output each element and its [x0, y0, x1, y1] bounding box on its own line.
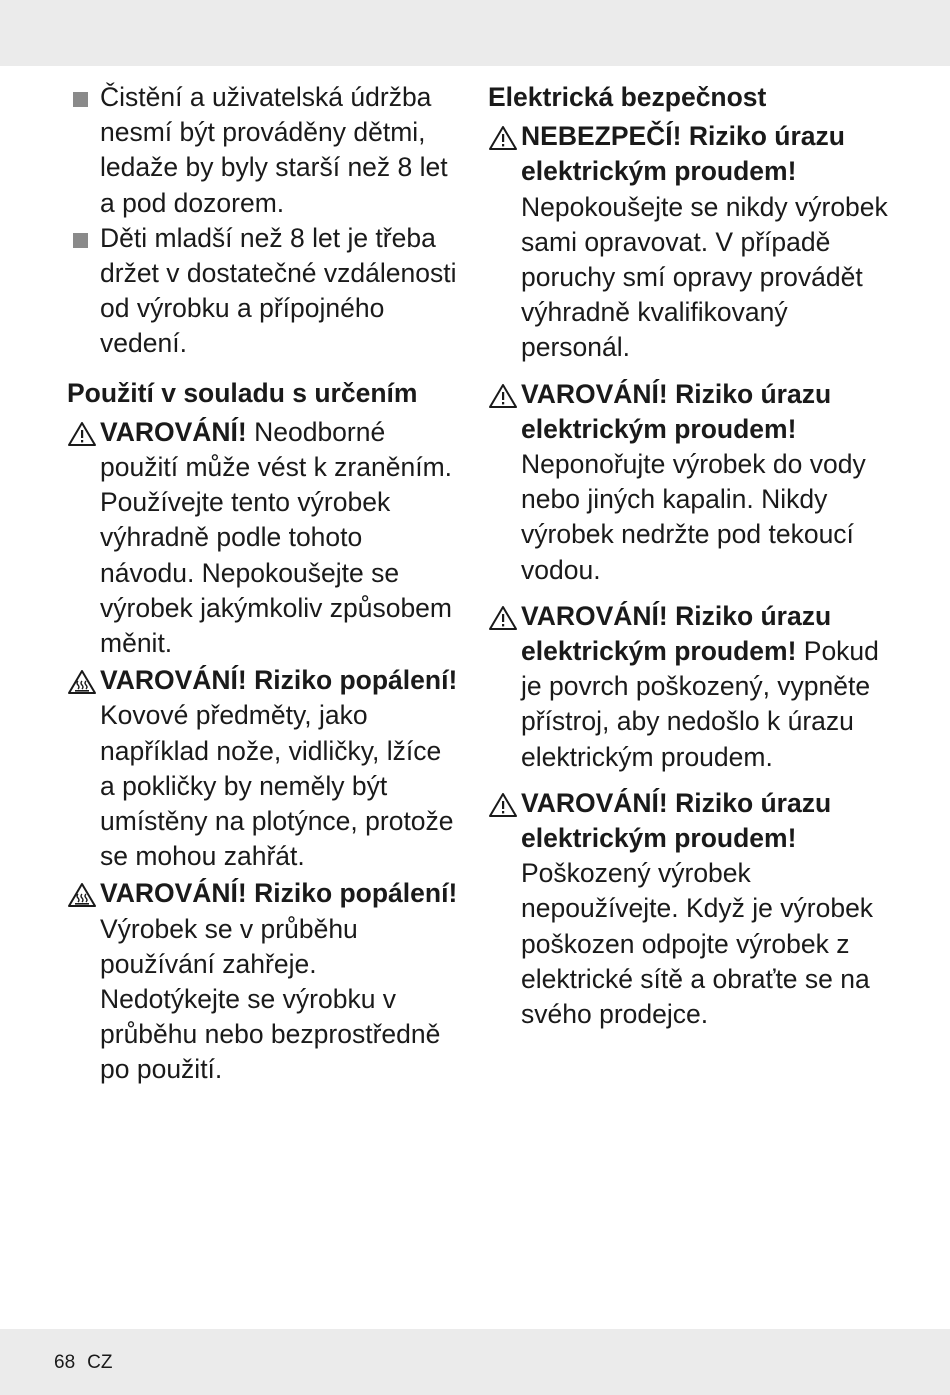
warning-text: Kovové předměty, jako například nože, vidličky, lžíce a pokličky by neměly být umístěny na plotýnce, protože se mohou zahřát. — [100, 700, 454, 872]
page-footer — [54, 1352, 112, 1374]
warning-text: Poškozený výrobek nepoužívejte. Když je výrobek poškozen odpojte výrobek z elektrické sítě a obraťte se na svého prodejce. — [521, 858, 874, 1030]
square-bullet-icon — [73, 92, 88, 107]
square-bullet-icon — [73, 233, 88, 248]
hot-surface-icon — [67, 669, 97, 695]
warning-text: Nepokoušejte se nikdy výrobek sami opravovat. V případě poruchy smí opravy provádět výhradně kvalifikovaný personál. — [521, 191, 888, 363]
footer-band — [0, 1329, 950, 1395]
warning-triangle-icon — [67, 421, 97, 447]
bullet-item — [67, 80, 462, 221]
warning-triangle-icon — [488, 792, 518, 818]
warning-label: NEBEZPEČÍ! Riziko úrazu elektrickým proudem! — [521, 121, 845, 187]
warning-item — [488, 119, 898, 365]
warning-item — [67, 663, 462, 874]
header-band — [0, 0, 950, 66]
warning-triangle-icon — [488, 125, 518, 151]
page-number: 68 — [54, 1352, 76, 1373]
warning-item — [488, 786, 898, 1032]
warning-text: Neodborné použití může vést k zraněním. Používejte tento výrobek výhradně podle tohoto návodu. Nepokoušejte se výrobek jakýmkoliv způsobem měnit. — [100, 416, 453, 659]
warning-text: Výrobek se v průběhu používání zahřeje. Nedotýkejte se výrobku v průběhu nebo bezprostředně po použití. — [100, 913, 441, 1085]
right-column — [488, 80, 898, 1032]
section-heading: Elektrická bezpečnost — [488, 82, 767, 112]
bullet-item — [67, 221, 462, 362]
warning-triangle-icon — [488, 383, 518, 409]
warning-label: VAROVÁNÍ! Riziko úrazu elektrickým proudem! — [521, 378, 832, 444]
warning-item — [67, 415, 462, 661]
left-column — [67, 80, 462, 1088]
section-heading: Použití v souladu s určením — [67, 377, 418, 408]
warning-label: VAROVÁNÍ! Riziko úrazu elektrickým proudem! — [521, 600, 832, 667]
warning-label: VAROVÁNÍ! — [100, 416, 247, 447]
warning-item — [488, 377, 898, 588]
warning-label: VAROVÁNÍ! Riziko popálení! — [100, 665, 458, 696]
hot-surface-icon — [67, 882, 97, 908]
warning-item — [67, 876, 462, 1087]
warning-label: VAROVÁNÍ! Riziko úrazu elektrickým proudem! — [521, 787, 832, 854]
language-code: CZ — [87, 1352, 113, 1373]
warning-item — [488, 599, 898, 775]
bullet-text: Děti mladší než 8 let je třeba držet v dostatečné vzdálenosti od výrobku a přípojného vedení. — [100, 222, 457, 359]
warning-text: Neponořujte výrobek do vody nebo jiných kapalin. Nikdy výrobek nedržte pod tekoucí vodou. — [521, 449, 866, 585]
warning-text: Pokud je povrch poškozený, vypněte přístroj, aby nedošlo k úrazu elektrickým proudem. — [521, 636, 879, 772]
warning-label: VAROVÁNÍ! Riziko popálení! — [100, 878, 458, 909]
bullet-text: Čistění a uživatelská údržba nesmí být prováděny dětmi, ledaže by byly starší než 8 let a pod dozorem. — [100, 82, 448, 218]
warning-triangle-icon — [488, 605, 518, 631]
